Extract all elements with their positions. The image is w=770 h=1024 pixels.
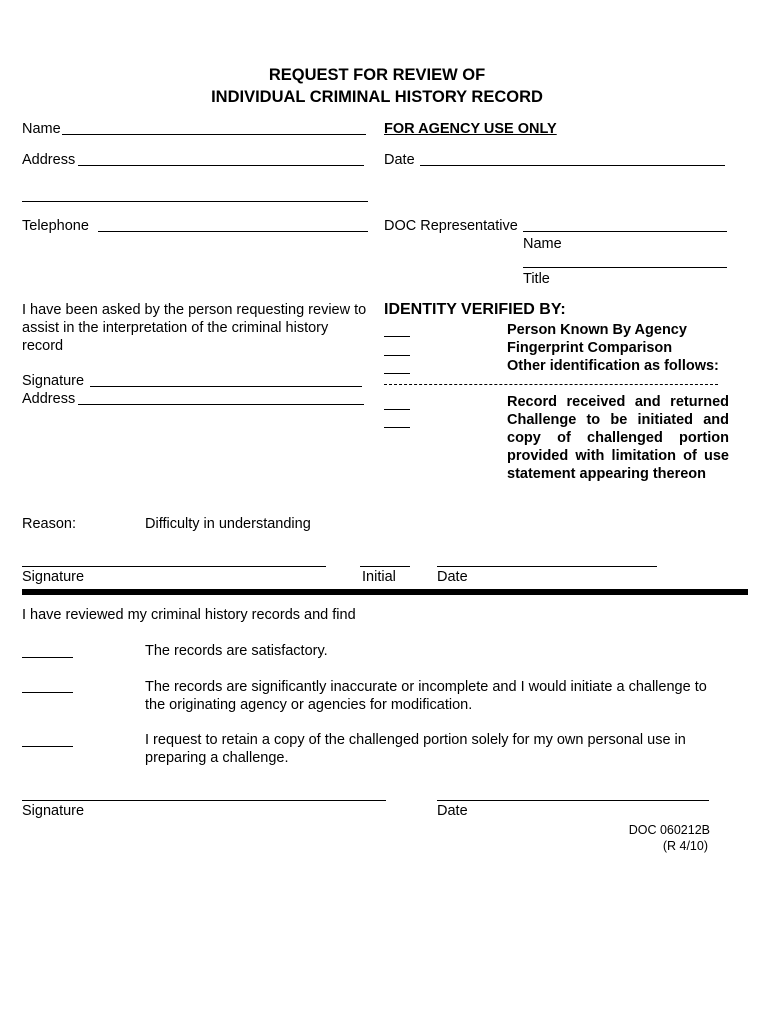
representative-name-label: Name xyxy=(523,236,562,252)
retain-copy-option: I request to retain a copy of the challenged portion solely for my own personal use in preparing a challenge. xyxy=(145,732,686,766)
reviewer-initial-field[interactable] xyxy=(360,566,410,567)
satisfactory-checkbox[interactable] xyxy=(22,657,73,658)
doc-representative-label: DOC Representative xyxy=(384,218,518,234)
known-by-agency-checkbox[interactable] xyxy=(384,336,410,337)
assist-signature-field[interactable] xyxy=(90,386,362,387)
fingerprint-checkbox[interactable] xyxy=(384,355,410,356)
address-field[interactable] xyxy=(78,165,364,166)
identity-verified-heading: IDENTITY VERIFIED BY: xyxy=(384,301,566,318)
record-received-checkbox[interactable] xyxy=(384,409,410,410)
assist-statement: I have been asked by the person requesting review to assist in the interpretation of the criminal history record xyxy=(22,302,367,354)
agency-date-label: Date xyxy=(384,152,415,168)
section-divider xyxy=(22,589,748,595)
representative-title-label: Title xyxy=(523,271,550,287)
final-signature-label: Signature xyxy=(22,803,85,819)
known-by-agency-option: Person Known By Agency xyxy=(507,322,687,338)
retain-copy-checkbox[interactable] xyxy=(22,746,73,747)
form-revision: (R 4/10) xyxy=(662,839,708,853)
assist-address-field[interactable] xyxy=(78,404,364,405)
reviewer-signature-label: Signature xyxy=(22,569,85,585)
inaccurate-checkbox[interactable] xyxy=(22,692,73,693)
address-line2-field[interactable] xyxy=(22,201,368,202)
review-intro: I have reviewed my criminal history records and find xyxy=(22,607,356,623)
name-field[interactable] xyxy=(62,134,366,135)
doc-representative-field[interactable] xyxy=(523,231,727,232)
telephone-field[interactable] xyxy=(98,231,368,232)
final-signature-field[interactable] xyxy=(22,800,386,801)
reviewer-date-field[interactable] xyxy=(437,566,657,567)
other-id-checkbox[interactable] xyxy=(384,373,410,374)
satisfactory-option: The records are satisfactory. xyxy=(145,643,328,659)
reviewer-initial-label: Initial xyxy=(362,569,396,585)
final-date-label: Date xyxy=(437,803,468,819)
other-id-dashed-line[interactable] xyxy=(384,384,718,385)
challenge-checkbox[interactable] xyxy=(384,427,410,428)
form-title-line2: INDIVIDUAL CRIMINAL HISTORY RECORD xyxy=(211,88,543,106)
reason-value: Difficulty in understanding xyxy=(145,516,311,532)
form-number: DOC 060212B xyxy=(628,823,710,837)
other-id-option: Other identification as follows: xyxy=(507,358,719,374)
representative-title-field[interactable] xyxy=(523,267,727,268)
address-label: Address xyxy=(22,152,76,168)
agency-use-heading: FOR AGENCY USE ONLY xyxy=(384,121,557,137)
agency-date-field[interactable] xyxy=(420,165,725,166)
fingerprint-option: Fingerprint Comparison xyxy=(507,340,673,356)
final-date-field[interactable] xyxy=(437,800,709,801)
assist-address-label: Address xyxy=(22,391,76,407)
reason-label: Reason: xyxy=(22,516,77,532)
name-label: Name xyxy=(22,121,61,137)
telephone-label: Telephone xyxy=(22,218,89,234)
inaccurate-option: The records are significantly inaccurate or incomplete and I would initiate a challenge to the originating agency or agencies for modification. xyxy=(145,679,707,713)
form-title-line1: REQUEST FOR REVIEW OF xyxy=(268,66,486,84)
reviewer-date-label: Date xyxy=(437,569,468,585)
reviewer-signature-field[interactable] xyxy=(22,566,326,567)
assist-signature-label: Signature xyxy=(22,373,85,389)
record-challenge-statement: Record received and returned Challenge to be initiated and copy of challenged portion provided with limitation of use statement appearing thereon xyxy=(507,394,729,482)
